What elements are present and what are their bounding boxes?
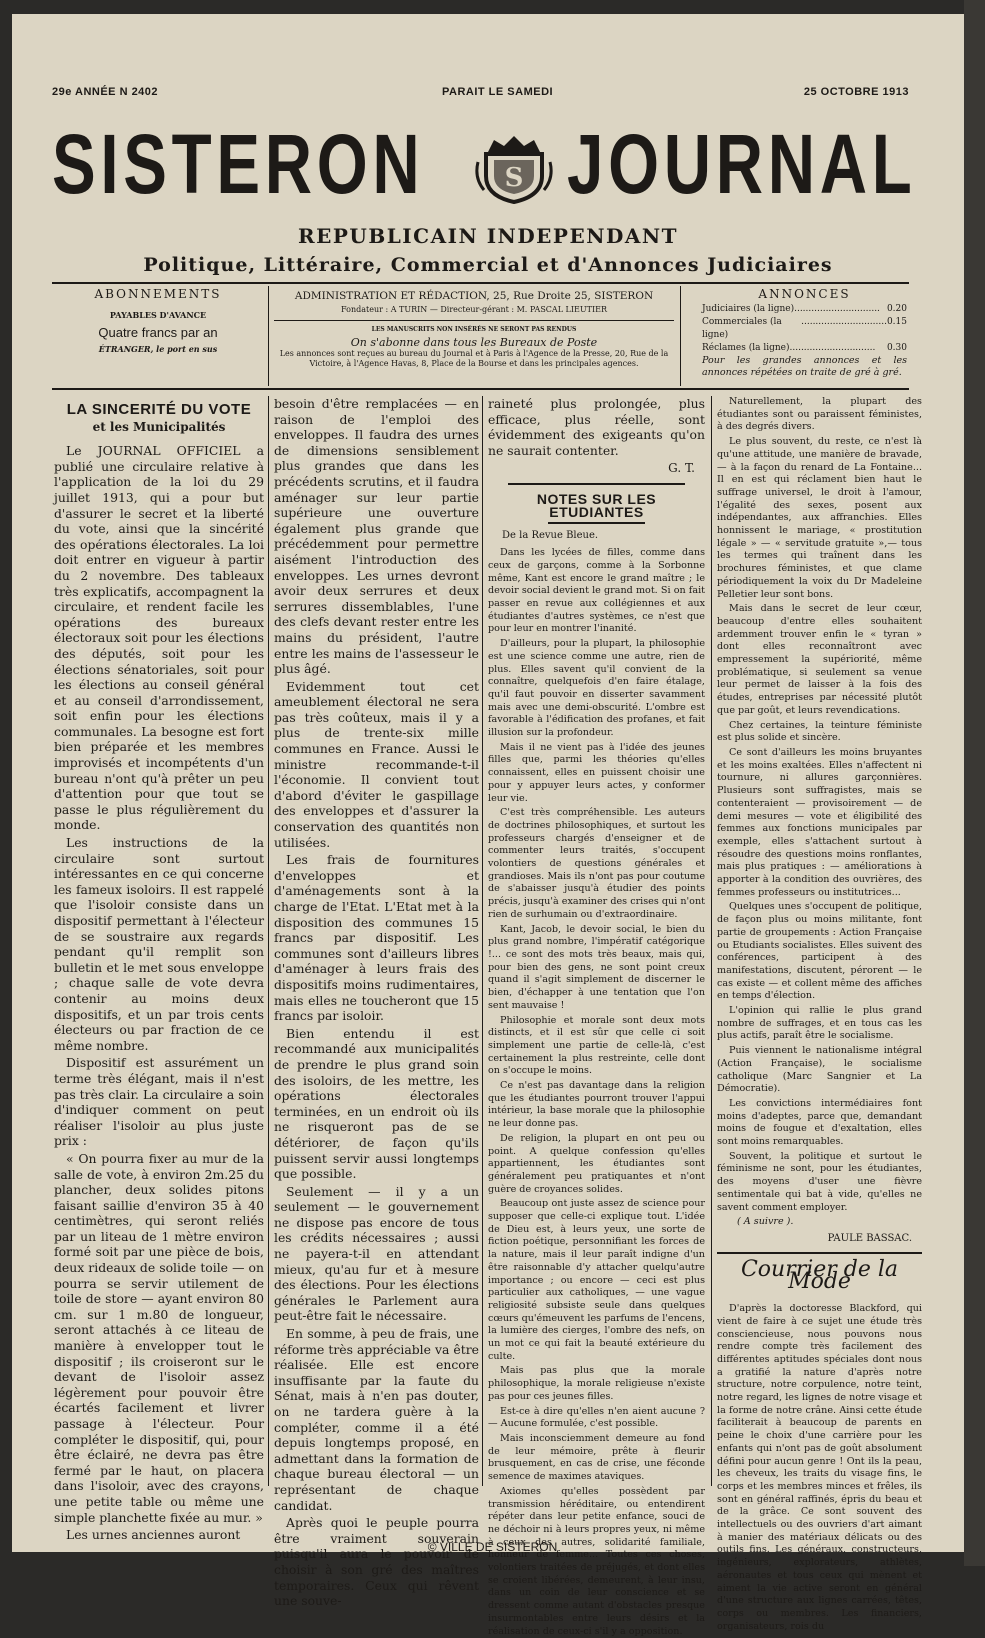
- paragraph: Chez certaines, la teinture féministe est plus solide et sincère.: [717, 719, 922, 744]
- coat-of-arms-icon: [474, 132, 554, 204]
- paragraph: Seulement — il y a un seulement — le gouvernement ne dispose pas encore de tous les crédits nécessaires ; aussi ne payera-t-il en attendant mieux, qu'au fur et à mesure des élections. Pour les élections générales le Parlement aura peut-être fait le nécessaire.: [274, 1183, 479, 1324]
- paragraph: D'ailleurs, pour la plupart, la philosophie est une science comme une autre, rien de plus. Elles savent qu'il convient de la connaître, quelquefois d'en faire étalage, qu'il faut pouvoir en disserter savamment mais avec une demi-obscurité. L'ombre est favorable à l'édification des profanes, et fait illusion sur la profondeur.: [488, 638, 705, 739]
- paragraph: Est-ce à dire qu'elles n'en aient aucune ? — Aucune formulée, c'est possible.: [488, 1405, 705, 1430]
- issue-number: 29e ANNÉE N 2402: [52, 86, 159, 98]
- abonnements-payable: PAYABLES D'AVANCE: [109, 310, 207, 320]
- administration-ads-info: Les annonces sont reçues au bureau du Journal et à Paris à l'Agence de la Presse, 20, Rue de la Victoire, à l'Agence Havas, 8, Place de la Bourse et dans les principales agences.: [279, 349, 669, 368]
- paragraph: De religion, la plupart en ont peu ou point. A quelque confession qu'elles appartiennent, les étudiantes sont généralement peu pratiquantes et n'ont guère de croyances solides.: [488, 1132, 705, 1195]
- newspaper-page: [12, 14, 964, 1637]
- paragraph: « On pourra fixer au mur de la salle de vote, à environ 2m.25 du plancher, deux solides pitons faisant saillie d'environ 35 à 40 centimètres, qui seront reliés par un liteau de 1 mètre environ formé soit par une pièce de bois, deux rideaux de solide toile — on pourra se servir utilement de toile de store — ayant environ 80 cm. sur 1 m.80 de longueur, seront attachés à ce liteau de manière à envelopper tout le dispositif ; ils croiseront sur le devant de l'isoloir assez légèrement pour pouvoir être écartés facilement et livrer passage à l'électeur. Pour compléter le dispositif, qui, pour être éclairé, ne devra pas être fermé par le haut, on placera dans l'isoloir, avec des crayons, une petite table ou même une simple planchette fixée au mur. »: [54, 1150, 264, 1525]
- paragraph: Philosophie et morale sont deux mots distincts, et il est sûr que celle ci soit simplement une partie de celle-là, c'est certainement la plus restreinte, celle dont on s'occupe le moins.: [488, 1014, 705, 1077]
- header-rule: [52, 282, 909, 284]
- administration-subscribe: On s'abonne dans tous les Bureaux de Poste: [350, 336, 598, 349]
- article-etudiantes-suite: [717, 396, 922, 1632]
- article-sincerite-du-vote: [54, 396, 264, 1543]
- paragraph: raineté plus prolongée, plus efficace, plus réelle, sont évidemment des exigeants qu'on ne saurait contenter.: [488, 396, 705, 458]
- administration-box: [274, 290, 674, 369]
- masthead: [52, 114, 917, 214]
- paragraph: Quelques unes s'occupent de politique, de façon plus ou moins militante, font partie de groupements : Action Française ou Etudiants socialistes. Elles suivent des conférences, participent à des manifestations, discutent, pérorent — le cas existe — et collent même des affiches en temps d'élection.: [717, 901, 922, 1002]
- paragraph: Evidemment tout cet ameublement électoral ne sera pas très coûteux, mais il y a plus de trente-six mille communes en France. Aussi le ministre recommande-t-il l'économie. Il convient tout d'abord d'éviter le gaspillage des enveloppes et d'assurer la conservation des quantités non utilisées.: [274, 678, 479, 850]
- abonnements-box: [54, 288, 262, 356]
- paragraph: Beaucoup ont juste assez de science pour supposer que celle-ci explique tout. L'idée de Dieu est, à leurs yeux, une sorte de fiction poétique, personnifiant les forces de la nature, mais il leur paraît indigne d'un être raisonnable d'y attacher quelqu'autre importance ; ou encore — ceci est plus particulier aux catholiques, — une vague religiosité subsiste seule dans quelques cœurs qu'émeuvent les parfums de l'encens, la lumière des cierges, l'ombre des nefs, on un mot ce qui fait la beauté extérieure du culte.: [488, 1198, 705, 1362]
- to-be-continued: ( A suivre ).: [737, 1216, 794, 1228]
- masthead-sisteron: SISTERON: [52, 117, 425, 211]
- article-title: NOTES SUR LES ETUDIANTES: [536, 491, 657, 520]
- paragraph: Après quoi le peuple pourra être vraiment souverain puisqu'il aura le pouvoir de choisir à son gré des maîtres temporaires. Ceux qui rêvent une souve-: [274, 1515, 479, 1609]
- issue-date: 25 OCTOBRE 1913: [803, 86, 909, 98]
- paragraph: C'est très compréhensible. Les auteurs de doctrines philosophiques, et surtout les professeurs chargés d'enseigner et de commenter leurs traités, s'occupent volontiers de questions générales et grandioses. Mais ils n'ont pas pour coutume de s'abaisser jusqu'à étudier des points précis, jusqu'à examiner des crises qui n'ont rien de surhumain ou d'extraordinaire.: [488, 807, 705, 920]
- paragraph: Kant, Jacob, le devoir social, le bien du plus grand nombre, l'impératif catégorique !... ce sont des mots très beaux, mais qui, pour bien des gens, ne sont point creux quand il s'agit simplement de discerner le bien, d'échapper à une tentation que l'on sent mauvaise !: [488, 923, 705, 1011]
- article-title: LA SINCERITÉ DU VOTE: [66, 401, 252, 418]
- annonces-row-price: 0.15: [886, 317, 907, 327]
- paragraph: Puis viennent le nationalisme intégral (Action Française), le socialisme catholique (Marc Sangnier et La Démocratie).: [717, 1045, 922, 1095]
- header-bottom-rule: [52, 388, 909, 390]
- paragraph: Dispositif est assurément un terme très élégant, mais il n'est pas très clair. La circulaire a soin d'indiquer comment on peut réaliser l'isoloir au plus juste prix :: [54, 1055, 264, 1149]
- abonnements-title: ABONNEMENTS: [94, 287, 222, 301]
- article-signature: PAULE BASSAC.: [827, 1233, 912, 1244]
- annonces-title: ANNONCES: [758, 287, 851, 301]
- annonces-row-label: Judiciaires (la ligne): [702, 304, 795, 314]
- scan-edge: [964, 0, 985, 1566]
- article-signature: G. T.: [668, 461, 695, 476]
- paragraph: Le plus souvent, du reste, ce n'est là qu'une attitude, une manière de bravade, — à la façon du renard de La Fontaine... Il en est qui réclament bien haut le suffrage universel, le droit à l'amour, l'égalité des sexes, posent aux indépendantes, aux affranchies. Elles honnissent le mariage, « prostitution légale » — « servitude gratuite »,— tous les termes qui traînent dans les brochures féministes, et que clame périodiquement la voix du Dr Madeleine Pelletier leur sont bons.: [717, 436, 922, 600]
- annonces-row: Judiciaires (la ligne) .............................. 0.20: [702, 304, 907, 314]
- administration-founder: Fondateur : A TURIN — Directeur-gérant : M. PASCAL LIEUTIER: [341, 305, 607, 314]
- paragraph: Les convictions intermédiaires font moins d'adeptes, parce que, demandant moins de fougue et d'exaltation, elles sont moins remarquables.: [717, 1097, 922, 1148]
- paragraph: Ce sont d'ailleurs les moins bruyantes et les moins exaltées. Elles n'affectent ni tournure, ni allures garçonnières. Plusieurs sont suffragistes, mais se contenteraient — provisoirement — de demi mesures — vote et éligibilité des femmes aux fonctions municipales par exemple, elles s'attachent surtout à résoudre des questions moins ronflantes, mais plus pratiques : — améliorations à apporter à la condition des ouvrières, des femmes professeurs ou institutrices...: [717, 746, 922, 898]
- column-divider: [268, 396, 269, 1486]
- paragraph: Mais dans le secret de leur cœur, beaucoup d'entre elles souhaitent ardemment trouver enfin le « tyran » dont elles reconnaîtront avec empressement la supériorité, même problématique, si seulement sa venue leur permet de laisser à la fois des études, entreprises par nécessité plutôt que par goût, et leurs revendications.: [717, 603, 922, 716]
- paragraph: Mais il ne vient pas à l'idée des jeunes filles que, parmi les théories qu'elles connaissent, elles en puissent choisir une pour y appuyer leurs actes, y conformer leur vie.: [488, 741, 705, 804]
- annonces-row: Commerciales (la ligne) .............................. 0.15: [702, 317, 907, 340]
- header-divider-left: [268, 286, 269, 386]
- annonces-note: Pour les grandes annonces et les annonces répétées on traite de gré à gré.: [702, 355, 907, 378]
- column-divider: [482, 396, 483, 1486]
- paragraph: besoin d'être remplacées — en raison de l'emploi des enveloppes. Il faudra des urnes de dimensions sensiblement plus grandes que dans les précédents scrutins, et il faudra aménager sur leur partie supérieure une ouverture également plus grande que précédemment pour permettre aisément l'introduction des enveloppes. Les urnes devront avoir deux serrures et deux serrures dissemblables, l'une des clefs devant rester entre les mains du président, l'autre entre les mains de l'assesseur le plus âgé.: [274, 396, 479, 677]
- annonces-row-price: 0.20: [886, 304, 907, 314]
- svg-text:S: S: [504, 163, 524, 193]
- header-divider-right: [680, 286, 681, 386]
- paragraph: Les frais de fournitures d'enveloppes et d'aménagements sont à la charge de l'Etat. L'Etat met à la disposition des communes 15 francs par dispositif. Les communes sont d'ailleurs libres d'aménager à leurs frais des dispositifs moins rudimentaires, mais elles ne toucheront que 15 francs par isoloir.: [274, 852, 479, 1024]
- paragraph: Bien entendu il est recommandé aux municipalités de prendre le plus grand soin des isoloirs, de les mettre, les opérations électorales terminées, en un endroit où ils ne risqueront pas de se détériorer, de façon qu'ils puissent servir aussi longtemps que possible.: [274, 1025, 479, 1182]
- annonces-box: [702, 288, 907, 379]
- paragraph: Souvent, la politique et surtout le féminisme ne sont, pour les étudiantes, des moyens d'user une fièvre sentimentale qui bat à vide, qu'elles ne savent comment employer.: [717, 1150, 922, 1213]
- paragraph: Naturellement, la plupart des étudiantes sont ou paraissent féministes, à des degrés divers.: [717, 396, 922, 433]
- paragraph: Axiomes qu'elles possèdent par transmission héréditaire, ou entendirent répéter dans leur petite enfance, souci de ne déchoir ni à leurs propres yeux, ni même à ceux des autres, solidarité familiale, honneur de femme... Toutes ces choses, volontiers traitées de préjugés, et dont elles se croient libérées, demeurent, à leur insu, dans un coin de leur conscience et se dressent comme autant d'obstacles presque insurmontables entre leurs désirs et la réalisation de ceux-ci s'il y a opposition.: [488, 1485, 705, 1637]
- masthead-tagline: Politique, Littéraire, Commercial et d'Annonces Judiciaires: [143, 254, 833, 276]
- copyright-credit: © VILLE DE SISTERON: [427, 1540, 558, 1554]
- paragraph: L'opinion qui rallie le plus grand nombre de suffrages, et en tous cas les plus actifs, paraît être le socialisme.: [717, 1005, 922, 1042]
- section-rule: [548, 522, 645, 524]
- paragraph: Mais pas plus que la morale philosophique, la morale religieuse n'existe pas pour ces jeunes filles.: [488, 1365, 705, 1402]
- section-rule: [508, 483, 685, 485]
- annonces-row-price: 0.30: [886, 343, 907, 353]
- article-continuation: [274, 396, 479, 1609]
- administration-address: ADMINISTRATION ET RÉDACTION, 25, Rue Droite 25, SISTERON: [294, 290, 654, 302]
- abonnements-price: Quatre francs par an: [98, 325, 218, 340]
- masthead-journal: JOURNAL: [567, 117, 917, 211]
- paragraph: Dans les lycées de filles, comme dans ceux de garçons, comme à la Sorbonne même, Kant est encore le grand maître ; le devoir social devient le grand mot. Si on fait passer en revue aux collégiennes et aux étudiantes d'autres systèmes, ce n'est que pour leur en montrer l'inanité.: [488, 547, 705, 635]
- administration-manuscripts: LES MANUSCRITS NON INSÉRÉS NE SERONT PAS RENDUS: [371, 326, 577, 333]
- paragraph: Le JOURNAL OFFICIEL a publié une circulaire relative à l'application de la loi du 29 juillet 1913, qui a pour but d'assurer le secret et la liberté du vote, ainsi que la sincérité des opérations électorales. La loi doit entrer en vigueur à partir du 2 novembre. Des tableaux très explicatifs, accompagnent la circulaire, et rendent facile les opérations des bureaux électoraux soit pour les élections des députés, soit pour les élections sénatoriales, soit pour les élections au conseil général et au conseil d'arrondissement, soit enfin pour les élections communales. La besogne est fort bien préparée et les membres improvisés et incompétents d'un bureau n'ont qu'à prêter un peu d'attention pour que tout se passe le plus régulièrement du monde.: [54, 443, 264, 833]
- paragraph: D'après la doctoresse Blackford, qui vient de faire à ce sujet une étude très consciencieuse, nous pouvons nous rendre compte très facilement des différentes aptitudes spéciales dont nous a gratifié la nature d'après notre structure, notre corpulence, notre teint, notre regard, les lignes de notre visage et la forme de notre crâne. Ainsi cette étude faciliterait à beaucoup de parents en peine le choix d'une carrière pour les enfants qui n'ont pas de goût absolument défini pour aucun genre ! Ont ils la peau, les cheveux, les traits du visage fins, le corps et les membres minces et frêles, ils sont en général raffinés, épris du beau et de la grâce. Ce sont souvent des intellectuels ou des ouvriers d'art aimant à manier des matériaux délicats ou des outils fins. Les généraux, constructeurs, ingénieurs, explorateurs, athlètes, aéronautes et tous ceux qui mènent et aiment la vie active seront en général d'une structure aux lignes carrées, têtes, corps ou membres. Les financiers, organisateurs, rois du: [717, 1303, 922, 1632]
- paragraph: Les urnes anciennes auront: [66, 1527, 241, 1543]
- paragraph: Mais inconsciemment demeure au fond de leur mémoire, prête à fleurir brusquement, en cas de crise, une féconde semence de maximes ataviques.: [488, 1433, 705, 1483]
- publication-frequency: PARAIT LE SAMEDI: [442, 86, 554, 98]
- abonnements-etranger: ÉTRANGER, le port en sus: [98, 344, 218, 354]
- paragraph: En somme, à peu de frais, une réforme très appréciable va être réalisée. Elle est encore insuffisante par la faute du Sénat, mais à n'en pas douter, on ne tardera guère à la compléter, comme il a été depuis longtemps proposé, en admettant dans la formation de chaque bureau électoral — un représentant de chaque candidat.: [274, 1326, 479, 1513]
- section-rule: [717, 1252, 922, 1254]
- column-divider: [711, 396, 712, 1486]
- article-source: De la Revue Bleue.: [502, 530, 599, 542]
- annonces-row-label: Réclames (la ligne): [702, 343, 790, 353]
- paragraph: Ce n'est pas davantage dans la religion que les étudiantes pourront trouver l'appui intérieur, la base morale que la philosophie ne leur donne pas.: [488, 1080, 705, 1130]
- article-subtitle: et les Municipalités: [92, 419, 226, 434]
- annonces-row-label: Commerciales (la ligne): [702, 317, 782, 340]
- masthead-subtitle: REPUBLICAIN INDEPENDANT: [297, 224, 679, 248]
- courrier-mode-title: Courrier de la Mode: [740, 1256, 899, 1295]
- annonces-row: Réclames (la ligne) .............................. 0.30: [702, 343, 907, 353]
- paragraph: Les instructions de la circulaire sont surtout intéressantes en ce qui concerne les fameux isoloirs. Il est rappelé que l'isoloir consiste dans un dispositif permettant à l'électeur de se soustraire aux regards pendant qu'il remplit son bulletin et le met sous enveloppe ; chaque salle de vote devra contenir au moins deux dispositifs, et un par trois cents électeurs ou par fraction de ce même nombre.: [54, 835, 264, 1053]
